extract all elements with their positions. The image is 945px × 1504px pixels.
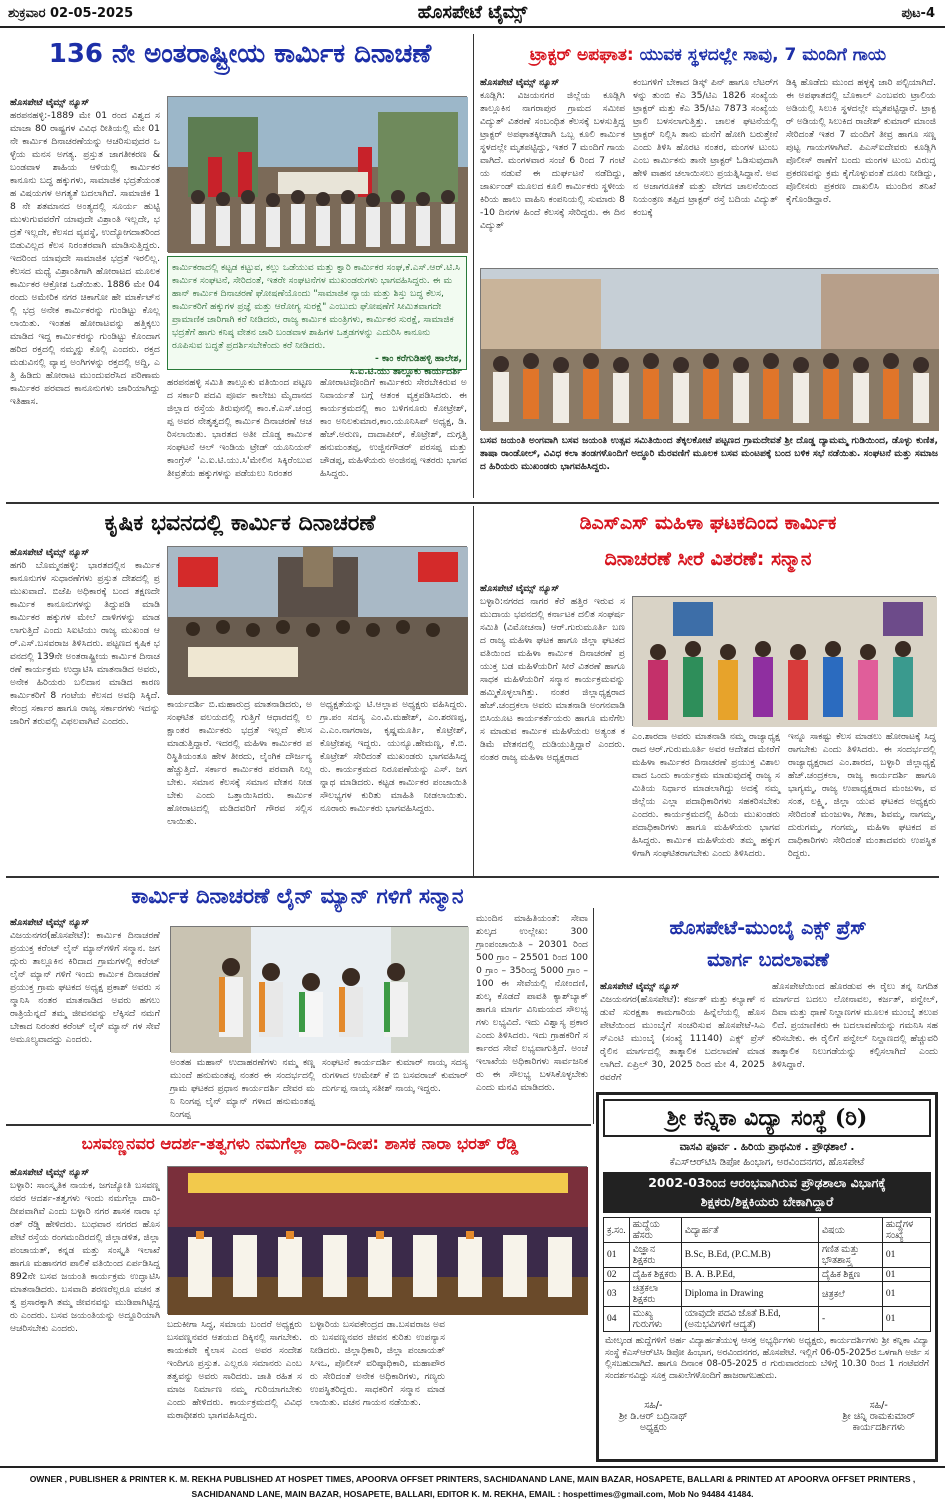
a7-col2: ಬದುಕೀಗಾ ಸಿದ್ಧ, ಸಮಾಯ ಬಂದರೆ ಅಧ್ಯಕ್ಷರು ಬಸವಣ್ಣನವರ ಆಶಯದ ದಿಕ್ಕಿನಲ್ಲಿ ಸಾಗಬೇಕು. ಕಾಯಕವೇ ಕೈಲಾಸ ಎಂದ ಅವರ ಸಂದೇಶ ಇಂದಿಗೂ ಪ್ರಸ್ತುತ. ಎಲ್ಲರೂ ಸಮಾನರು ಎಂಬ ತತ್ವವನ್ನು ಅವರು ಸಾರಿದರು. ಜಾತಿ ರಹಿತ ಸಮಾಜ ನಿರ್ಮಾಣ ನಮ್ಮ ಗುರಿಯಾಗಬೇಕು ಎಂದು ಹೇಳಿದರು. ಕಾರ್ಯಕ್ರಮದಲ್ಲಿ ವಿವಿಧ ಮಠಾಧೀಶರು ಭಾಗವಹಿಸಿದ್ದರು. [167,1319,302,1421]
table-row: 03 ಚಿತ್ರಕಲಾ ಶಿಕ್ಷಕರು Diploma in Drawing ಚಿತ್ರಕಲೆ 01 [604,1282,931,1307]
a7-col1: ಹೊಸಪೇಟೆ ಟೈಮ್ಸ್ ನ್ಯೂಸ್ ಬಳ್ಳಾರಿ: ಸಾಂಸ್ಕೃತಿಕ ನಾಯಕ, ಜಗಜ್ಯೋತಿ ಬಸವಣ್ಣನವರ ಆದರ್ಶ-ತತ್ವಗಳು ಇಂದು ನಮಗೆಲ್ಲಾ ದಾರಿ-ದೀಪವಾಗಿವೆ ಎಂದು ಬಳ್ಳಾರಿ ನಗರ ಶಾಸಕ ನಾರಾ ಭರತ್ ರೆಡ್ಡಿ ಹೇಳಿದರು. ಬುಧವಾರ ನಗರದ ಹೊಸಪೇಟೆ ರಸ್ತೆಯ ರಂಗಮಂದಿರದಲ್ಲಿ ಜಿಲ್ಲಾಡಳಿತ, ಜಿಲ್ಲಾ ಪಂಚಾಯತ್, ಕನ್ನಡ ಮತ್ತು ಸಂಸ್ಕೃತಿ ಇಲಾಖೆ ಹಾಗೂ ಮಹಾನಗರ ಪಾಲಿಕೆ ವತಿಯಿಂದ ಏರ್ಪಡಿಸಿದ್ದ 892ನೇ ಬಸವ ಜಯಂತಿ ಕಾರ್ಯಕ್ರಮ ಉದ್ಘಾಟಿಸಿ ಮಾತನಾಡಿದರು. ಬಸವಾದಿ ಶರಣರೆಲ್ಲರೂ ವಚನ ತತ್ವ ಪ್ರಸಾರಕ್ಕಾಗಿ ತಮ್ಮ ಜೀವನವನ್ನು ಮುಡಿಪಾಗಿಟ್ಟಿದ್ದರು ಎಂದರು. ಬಸವ ಜಯಂತಿಯನ್ನು ಅದ್ದೂರಿಯಾಗಿ ಆಚರಿಸಬೇಕು ಎಂದರು. [10,1167,160,1334]
byline: ಹೊಸಪೇಟೆ ಟೈಮ್ಸ್ ನ್ಯೂಸ್ [10,97,90,108]
a6-headline: ಹೊಸಪೇಟೆ-ಮುಂಬೈ ಎಕ್ಸ್ ಪ್ರೆಸ್ [669,917,867,939]
a5-linemen-photo [170,926,468,1052]
ad-sign-secretary: ಸಹಿ/- ಶ್ರೀ ಚಿನ್ನಿ ರಾಮಕುಮಾರ್ ಕಾರ್ಯದರ್ಶಿಗಳು [842,1400,915,1433]
ad-address: ಕೆಎಸ್‌ಆರ್‌ಟಿಸಿ ಡಿಪೋ ಹಿಂಭಾಗ, ಅರವಿಂದನಗರ, ಹೊಸಪೇಟೆ [669,1157,865,1168]
page-number: ಪುಟ-4 [901,6,935,21]
a3-headline: ಕೃಷಿಕ ಭವನದಲ್ಲಿ ಕಾರ್ಮಿಕ ದಿನಾಚರಣೆ [104,511,376,536]
a7-stage-photo [167,1166,587,1314]
a2-headline: ಟ್ರಾಕ್ಟರ್ ಅಪಘಾತ: ಯುವಕ ಸ್ಥಳದಲ್ಲೇ ಸಾವು, 7 ಮಂದಿಗೆ ಗಾಯ [529,45,887,65]
a1-col1: ಹೊಸಪೇಟೆ ಟೈಮ್ಸ್ ನ್ಯೂಸ್ ಹರಪನಹಳ್ಳಿ:-1889 ಮೇ 01 ರಂದ ವಿಶ್ವದ ಸಮಾಜಾ 80 ರಾಷ್ಟ್ರಗಳ ವಿವಿಧ ರೀತಿಯಲ್ಲಿ ಮೇ 01 ನೇ ಕಾರ್ಮಿಕ ದಿನಾಚರಣೆಯನ್ನು ಆಚರಿಸುವುದರ ಒಳ್ಳೆಯ ಮನಸ ಅಗತ್ಯ. ಪ್ರಸ್ತುತ ಜಾಗತೀಕರಣ & ಬಂಡವಾಳ ಶಾಹಿಯ ಆಳಿಯಲ್ಲಿ ಕಾರ್ಮಿಕರ ಕಾನೂನು ಬದ್ಧ ಹಕ್ಕುಗಳು, ಸಾಮಾಜಿಕ ಭದ್ರತೆಯಂತಹ ವಿಷಯಗಳ ಅಗತ್ಯತೆ ಬದಲಾಗಿದೆ. ಸಾಮಾಜಿಕ 18 ನೇ ಶತಮಾನದ ಅಂತ್ಯದಲ್ಲಿ ಸೂರ್ಯ ಹುಟ್ಟಿ ಮುಳುಗುವವರೆಗೆ ಯಾವುದೇ ವಿಶ್ರಾಂತಿ ಇಲ್ಲದೇ, ಭದ್ರತೆ ಇಲ್ಲದೇ, ಕೆಲಸದ ವ್ಯವಸ್ಥೆ, ಉದ್ಯೋಗದಾತರಿಂದ ಬಿಡುವಿಲ್ಲದ ಕೆಲಸ ನಿರಂತರವಾಗಿ ಮಾಡಿಸುತ್ತಿದ್ದರು. ಇದರಿಂದ ಯಾವುದೇ ಸಾಮಾಜಿಕ ಭದ್ರತೆ ಇರಲಿಲ್ಲ. ಕೆಲಸದ ಮಧ್ಯೆ ವಿಶ್ರಾಂತಿಗಾಗಿ ಹೋರಾಟದ ಮೂಲಕ ಕಾರ್ಮಿಕರ ಆಕ್ರೋಶ ಒಡೆಯಿತು. 1886 ಮೇ 04 ರಂದು ಅಮೇರಿಕ ನಗರ ಚಿಕಾಗೋ ಹೇ ಮಾರ್ಕೆಟ್‌ನಲ್ಲಿ ಭದ್ರ ಅನೇಕ ಕಾರ್ಮಿಕರನ್ನು ಗುಂಡಿಟ್ಟು ಕೊಲ್ಲಲಾಯಿತು. ಇಂತಹ ಹೋರಾಟವನ್ನು ಹತ್ತಿಕ್ಕಲು ಮಾಡಿದ ಇದ್ದ ಕಾರ್ಮಿಕರನ್ನು ಗುಂಡಿಟ್ಟು ಕೊಂದಾಗ ಹರಿದ ರಕ್ತದಲ್ಲಿ ನಮ್ಮನ್ನು ಕೊಲ್ಲಿ ಎಂದರು. ರಕ್ತದ ಮಡುವಿನಲ್ಲಿ ವ್ಯಾಪ್ತ ಅಂಗಿಗಳನ್ನು ರಕ್ತದಲ್ಲಿ ಅದ್ದಿ, ಎತ್ತಿ ಹಿಡಿದು ಹೋರಾಟ ಮುಂದುವರೆಸಿದ ಪರಿಣಾಮ ಕಾರ್ಮಿಕರ ಪರವಾದ ಕಾನೂನುಗಳು ಜಾರಿಯಾಗಿದ್ದು ಇತಿಹಾಸ. [10,97,160,407]
a3-group-photo [167,546,467,694]
a6-col2: ಹೊಸಪೇಟೆಯಿಂದ ಹೊರಡುವ ಈ ರೈಲು ತನ್ನ ನಿಗದಿತ ಮಾರ್ಗದ ಬದಲು ಲೋನಾವಲ, ಕರ್ಜತ್, ಪನ್ವೇಲ್, ದಿವಾ ಮತ್ತು ಥಾಣೆ ನಿಲ್ದಾಣಗಳ ಮೂಲಕ ಮುಂಬೈ ತಲುಪಲಿದೆ. ಪ್ರಯಾಣಿಕರು ಈ ಬದಲಾವಣೆಯನ್ನು ಗಮನಿಸಿ ಸಹಕರಿಸಬೇಕು. ಈ ರೈಲಿಗೆ ಪನ್ವೇಲ್ ನಿಲ್ದಾಣದಲ್ಲಿ ಹೆಚ್ಚುವರಿ ತಾತ್ಕಾಲಿಕ ನಿಲುಗಡೆಯನ್ನು ಕಲ್ಪಿಸಲಾಗಿದೆ ಎಂದು ತಿಳಿಸಿದ್ದಾರೆ. [772,981,938,1070]
a6-col1: ಹೊಸಪೇಟೆ ಟೈಮ್ಸ್ ನ್ಯೂಸ್ ವಿಜಯನಗರ(ಹೊಸಪೇಟೆ): ಕರ್ಜತ್ ಮತ್ತು ಕಲ್ಯಾಣ್ ನಡುವೆ ಸುರಕ್ಷತಾ ಕಾಮಗಾರಿಯ ಹಿನ್ನೆಲೆಯಲ್ಲಿ ಹೊಸಪೇಟೆಯಿಂದ ಮುಂಬೈಗೆ ಸಂಚರಿಸುವ ಹೊಸಪೇಟೆ-ಸಿಎಸ್‌ಎಂಟಿ ಮುಂಬೈ (ಸಂಖ್ಯೆ 11140) ಎಕ್ಸ್ ಪ್ರೆಸ್ ರೈಲಿನ ಮಾರ್ಗದಲ್ಲಿ ತಾತ್ಕಾಲಿಕ ಬದಲಾವಣೆ ಮಾಡಲಾಗಿದೆ. ಏಪ್ರಿಲ್ 30, 2025 ರಿಂದ ಮೇ 4, 2025 ರವರೆಗೆ [600,981,765,1083]
a4-col1: ಹೊಸಪೇಟೆ ಟೈಮ್ಸ್ ನ್ಯೂಸ್ ಬಳ್ಳಾರಿ:ನಗರದ ನಾಗರ ಕೆರೆ ಹತ್ತಿರ ಇರುವ ಸಮುದಾಯ ಭವನದಲ್ಲಿ ಕರ್ನಾಟಕ ದಲಿತ ಸಂಘರ್ಷ ಸಮಿತಿ (ವಿಮೋಚನಾ) ಆರ್.ಗುರುಮೂರ್ತಿ ಬಣದ ರಾಜ್ಯ ಮಹಿಳಾ ಘಟಕ ಹಾಗೂ ಜಿಲ್ಲಾ ಘಟಕದ ವತಿಯಿಂದ ಮಹಿಳಾ ಕಾರ್ಮಿಕ ದಿನಾಚರಣೆ ಪ್ರಯುಕ್ತ ಬಡ ಮಹಿಳೆಯರಿಗೆ ಸೀರೆ ವಿತರಣೆ ಹಾಗೂ ಸಾಧಕ ಮಹಿಳೆಯರಿಗೆ ಸನ್ಮಾನ ಕಾರ್ಯಕ್ರಮವನ್ನು ಹಮ್ಮಿಕೊಳ್ಳಲಾಗಿತ್ತು. ನಂತರ ಜಿಲ್ಲಾಧ್ಯಕ್ಷರಾದ ಹೆಚ್.ಚಂದ್ರಕಲಾ ಅವರು ಮಾತನಾಡಿ ಅಂಗನವಾಡಿ ಬಿಸಿಯೂಟ ಕಾರ್ಯಕರ್ತೆಯರು ಹಾಗೂ ಮನೆಗೆಲಸ ಮಾಡುವ ಕಾರ್ಮಿಕ ಮಹಿಳೆಯರು ಅತ್ಯಂತ ಕಡಿಮೆ ವೇತನದಲ್ಲಿ ದುಡಿಯುತ್ತಿದ್ದಾರೆ ಎಂದರು. ನಂತರ ರಾಜ್ಯ ಮಹಿಳಾ ಅಧ್ಯಕ್ಷರಾದ [480,583,625,763]
divider [6,876,939,878]
a3-col2: ಕಾರ್ಯದರ್ಶಿ ಬಿ.ಮಹಾರುದ್ರ ಮಾತನಾಡಿದರು, ಅಸಂಘಟಿತ ವಲಯದಲ್ಲಿ ಗುತ್ತಿಗೆ ಆಧಾರದಲ್ಲಿ ಲಕ್ಷಾಂತರ ಕಾರ್ಮಿಕರು ಭದ್ರತೆ ಇಲ್ಲದೆ ಕೆಲಸ ಮಾಡುತ್ತಿದ್ದಾರೆ. ಇದರಲ್ಲಿ ಮಹಿಳಾ ಕಾರ್ಮಿಕರ ಪರಿಸ್ಥಿತಿಯಂತೂ ಹೇಳ ತೀರದು, ಲೈಂಗಿಕ ದೌರ್ಜನ್ಯ ಹೆಚ್ಚುತ್ತಿದೆ. ಸರ್ಕಾರ ಕಾರ್ಮಿಕರ ಪರವಾಗಿ ನಿಲ್ಲಬೇಕು. ಸಮಾನ ಕೆಲಸಕ್ಕೆ ಸಮಾನ ವೇತನ ನೀಡಬೇಕು ಎಂದು ಒತ್ತಾಯಿಸಿದರು. ಕಾರ್ಮಿಕ ಹೋರಾಟದಲ್ಲಿ ಮಡಿದವರಿಗೆ ಗೌರವ ಸಲ್ಲಿಸಲಾಯಿತು. [167,699,312,827]
a5-col1: ಹೊಸಪೇಟೆ ಟೈಮ್ಸ್ ನ್ಯೂಸ್ ವಿಜಯನಗರ(ಹೊಸಪೇಟೆ): ಕಾರ್ಮಿಕ ದಿನಾಚರಣೆ ಪ್ರಯುಕ್ತ ಕರೆಂಟ್ ಲೈನ್ ಮ್ಯಾನ್‌ಗಳಿಗೆ ಸನ್ಮಾನ. ಜಗದ್ಗುರು ತಾಲ್ಲೂಕಿನ ಕಿರಿದಾದ ಗ್ರಾಮಗಳಲ್ಲಿ ಕರೆಂಟ್ ಲೈನ್ ಮ್ಯಾನ್ ಗಳಿಗೆ ಇಂದು ಕಾರ್ಮಿಕ ದಿನಾಚರಣೆ ಪ್ರಯುಕ್ತ ಗ್ರಾಮ ಘಟಕದ ಅಧ್ಯಕ್ಷ ಪ್ರಕಾಶ್ ಅವರು ಸನ್ಮಾನಿಸಿ ನಂತರ ಮಾತನಾಡಿದ ಅವರು ಹಗಲು ರಾತ್ರಿಯೆನ್ನದೆ ತಮ್ಮ ಜೀವನವನ್ನು ಲೆಕ್ಕಿಸದೆ ನಮಗೆ ಬೇಕಾದ ನಿರಂತರ ಕರೆಂಟ್ ಲೈನ್ ಮ್ಯಾನ್ ಗಳ ಸೇವೆ ಅಮೂಲ್ಯವಾದದ್ದು ಎಂದರು. [10,917,160,1045]
a5-col4: ಮುಂದಿನ ಮಾಹಿತಿಯಂತೆ: ಸೇವಾ ಶುಲ್ಕದ ಉಲ್ಲೇಖ: 300 ಗ್ರಾಂಪಂಚಾಯಿತಿ – 20301 ರಿಂದ 500 ಗ್ರಾಂ – 25501 ರಿಂದ 1000 ಗ್ರಾಂ – 35ರಿಂದ್ದ 5000 ಗ್ರಾಂ – 100 ಈ ಸೇವೆಯಲ್ಲಿ ನೋಂದಣಿ, ಶುಲ್ಕ ಕೊಡದೆ ಪಾವತಿ ಕ್ಯಾಶ್‌ಬ್ಯಾಕ್ ಹಾಗೂ ಮಾರ್ಗ ವಿನಿಮಯದ ಸೌಲಭ್ಯಗಳು ಲಭ್ಯವಿದೆ. ಇದು ವಿಶ್ವಾಸ್ಯ ಪ್ರಕಾರ ಎಂದು ತಿಳಿಸಿದರು. ಇದು ಗ್ರಾಹಕರಿಗೆ ಸರ್ಕಾರದ ಸೇವೆ ಲಭ್ಯವಾಗುತ್ತಿದೆ. ಅಂಚೆ ಇಲಾಖೆಯ ಅಧಿಕಾರಿಗಳು ಸಾರ್ವಜನಿಕರು ಈ ಸೌಲಭ್ಯ ಬಳಸಿಕೊಳ್ಳಬೇಕು ಎಂದು ಮನವಿ ಮಾಡಿದರು. [476,913,588,1093]
divider [593,908,594,1124]
divider [473,34,474,498]
a3-col1: ಹೊಸಪೇಟೆ ಟೈಮ್ಸ್ ನ್ಯೂಸ್ ಹಗರಿ ಬೊಮ್ಮನಹಳ್ಳಿ: ಭಾರತದಲ್ಲಿನ ಕಾರ್ಮಿಕ ಕಾನೂನುಗಳ ಸುಧಾರಣೆಗಳು ಪ್ರಸ್ತುತ ದೇಶದಲ್ಲಿ ಪ್ರಮುಖವಾದೆ. ಬಿಜೆಪಿ ಅಧಿಕಾರಕ್ಕೆ ಬಂದ ತಕ್ಷಣದೇ ಕಾರ್ಮಿಕ ಕಾನೂನುಗಳನ್ನು ತಿದ್ದುಪಡಿ ಮಾಡಿ ಕಾರ್ಮಿಕರ ಹಕ್ಕುಗಳ ಮೇಲೆ ದಾಳಿಗಳನ್ನು ಮಾಡಲಾಗುತ್ತಿದೆ ಎಂದು ಸಿಐಟಿಯು ರಾಜ್ಯ ಮುಖಂಡ ಆರ್.ಎಸ್.ಬಸವರಾಜ ತಿಳಿಸಿದರು. ಪಟ್ಟಣದ ಕೃಷಿಕ ಭವನದಲ್ಲಿ 139ನೇ ಅಂತರಾಷ್ಟ್ರೀಯ ಕಾರ್ಮಿಕ ದಿನಾಚರಣೆ ಕಾರ್ಯಕ್ರಮ ಉದ್ಘಾಟಿಸಿ ಮಾತನಾಡಿದ ಅವರು, ಅನೇಕ ಹಿರಿಯರು ಬಲಿದಾನ ಮಾಡಿದ ಕಾರಣ ಕಾರ್ಮಿಕರಿಗೆ 8 ಗಂಟೆಯ ಕೆಲಸದ ಅವಧಿ ಸಿಕ್ಕಿದೆ. ಕೇಂದ್ರ ಸರ್ಕಾರ ಹಾಗೂ ರಾಜ್ಯ ಸರ್ಕಾರಗಳು ಇದನ್ನು ಜಾರಿಗೆ ತರುವಲ್ಲಿ ವಿಫಲವಾಗಿವೆ ಎಂದರು. [10,547,160,727]
a6-headline-2: ಮಾರ್ಗ ಬದಲಾವಣೆ [707,949,829,971]
a7-col3: ಬಳ್ಳಾರಿಯ ಬಸವಕೇಂದ್ರದ ಡಾ.ಬಸವರಾಜ ಅವರು ಬಸವಣ್ಣನವರ ಜೀವನ ಕುರಿತು ಉಪನ್ಯಾಸ ನೀಡಿದರು. ಜಿಲ್ಲಾಧಿಕಾರಿ, ಜಿಲ್ಲಾ ಪಂಚಾಯತ್ ಸಿಇಒ, ಪೊಲೀಸ್ ವರಿಷ್ಠಾಧಿಕಾರಿ, ಮಹಾಪೌರರು ಸೇರಿದಂತೆ ಅನೇಕ ಅಧಿಕಾರಿಗಳು, ಗಣ್ಯರು ಉಪಸ್ಥಿತರಿದ್ದರು. ಸಾಧಕರಿಗೆ ಸನ್ಮಾನ ಮಾಡಲಾಯಿತು. ವಚನ ಗಾಯನ ನಡೆಯಿತು. [310,1319,445,1408]
a1-headline: 136 ನೇ ಅಂತರಾಷ್ಟ್ರೀಯ ಕಾರ್ಮಿಕ ದಿನಾಚಣೆ [48,39,432,69]
a1-rally-photo [167,96,467,252]
a2-col3: ಡಿಕ್ಕಿ ಹೊಡೆದು ಮುಂದ ಹಳ್ಳಕ್ಕೆ ಜಾರಿ ಪಲ್ಟಿಯಾಗಿದೆ. ಈ ಅಪಘಾತದಲ್ಲಿ ಬೊಕಾಲ್ ಎಂಬವರು ಟ್ರಾಲಿಯ ಅಡಿಯಲ್ಲಿ ಸಿಲುಕಿ ಸ್ಥಳದಲ್ಲೇ ಮೃತಪಟ್ಟಿದ್ದಾರೆ. ಟ್ರಾಕ್ಟರ್ ಅಡಿಯಲ್ಲಿ ಸಿಲುಕಿದ ರಾಜೇಶ್ ಕುಮಾರ್ ಮಾಂಜಿ ಸೇರಿದಂತೆ ಇತರ 7 ಮಂದಿಗೆ ತೀವ್ರ ಹಾಗೂ ಸಣ್ಣಪುಟ್ಟ ಗಾಯಗಳಾಗಿವೆ. ಪಿಎಸ್ಐದೇವರು ಕೂಡ್ಲಿಗಿ ಪೊಲೀಸ್ ಠಾಣೆಗೆ ಬಂದು ಮಂಗಳ ಟುಂಬ ವಿರುದ್ಧ ಪ್ರಕರಣವನ್ನು ಕ್ರಮ ಕೈಗೊಳ್ಳುವಂತೆ ದೂರು ನೀಡಿದ್ದು, ಪೊಲೀಸರು ಪ್ರಕರಣ ದಾಖಲಿಸಿ ಮುಂದಿನ ತನಿಖೆ ಕೈಗೊಂಡಿದ್ದಾರೆ. [786,77,936,205]
table-row: 04 ಮುಖ್ಯ ಗುರುಗಳು ಯಾವುದೇ ಪದವಿ ಜೊತೆ B.Ed, (ಅನುಭವಿಗಳಿಗೆ ಆದ್ಯತೆ) - 01 [604,1307,931,1332]
ad-sign-president: ಸಹಿ/- ಶ್ರೀ ಡಿ.ಆರ್ ಬದ್ರಿನಾಥ್ ಅಧ್ಯಕ್ಷರು [619,1400,688,1433]
table-row: 02 ದೈಹಿಕ ಶಿಕ್ಷಕರು B. A. B.P.Ed, ದೈಹಿಕ ಶಿಕ್ಷಣ 01 [604,1268,931,1282]
ad-body: ಮೇಲ್ಕಂಡ ಹುದ್ದೆಗಳಿಗೆ ಅರ್ಹ ವಿದ್ಯಾರ್ಹತೆಯುಳ್ಳ ಆಸಕ್ತ ಅಭ್ಯರ್ಥಿಗಳು ಅಧ್ಯಕ್ಷರು, ಕಾರ್ಯದರ್ಶಿಗಳು ಶ್ರೀ ಕನ್ನಿಕಾ ವಿದ್ಯಾ ಸಂಸ್ಥೆ ಕೆಎಸ್‌ಆರ್‌ಟಿಸಿ ಡಿಪೋ ಹಿಂಭಾಗ, ಅರವಿಂದನಗರ, ಹೊಸಪೇಟೆ. ಇಲ್ಲಿಗೆ 06-05-2025ರ ಒಳಗಾಗಿ ಅರ್ಜಿ ಸಲ್ಲಿಸಬಹುದಾಗಿದೆ. ಹಾಗೂ ದಿನಾಂಕ 08-05-2025 ರ ಗುರುವಾರದಂದು ಬೆಳಿಗ್ಗೆ 10.30 ರಿಂದ 1 ಗಂಟೆವರೆಗೆ ಸಂದರ್ಶನವಿದ್ದು ಸೂಕ್ತ ದಾಖಲೆಗಳೊಂದಿಗೆ ಹಾಜರಾಗಬಹುದು. [605,1336,929,1381]
a4-women-photo [632,596,936,726]
a5-headline: ಕಾರ್ಮಿಕ ದಿನಾಚರಣೆ ಲೈನ್ ಮ್ಯಾನ್ ಗಳಿಗೆ ಸನ್ಮಾನ [131,884,464,908]
issue-date: ಶುಕ್ರವಾರ 02-05-2025 [8,6,134,21]
a2-caption: ಬಸವ ಜಯಂತಿ ಅಂಗವಾಗಿ ಬಸವ ಜಯಂತಿ ಉತ್ಸವ ಸಮಿತಿಯಿಂದ ತೆಕ್ಕಲಕೋಟೆ ಪಟ್ಟಣದ ಗ್ರಾಮದೇವತೆ ಶ್ರೀ ದೊಡ್ಡ ದ್ಯಾಮಮ್ಮ ಗುಡಿಯಿಂದ, ಡೊಳ್ಳು ಕುಣಿತ, ತಾಷಾ ರಾಂಡೋಲ್, ವಿವಿಧ ಕಲಾ ತಂಡಗಳೊಂದಿಗೆ ಅದ್ಧೂರಿ ಮೆರವಣಿಗೆ ಮೂಲಕ ಬಸವ ಮಂಟಪಕ್ಕೆ ಬಂದ ಬಳಿಕ ಸಭೆ ನಡೆಯಿತು. ಸಂಘಟನೆ ಮತ್ತು ಸಮಾಜದ ಹಿರಿಯರು ಮುಖಂಡರು ಭಾಗವಹಿಸಿದ್ದರು. [480,435,938,472]
ad-schools: ವಾಸವಿ ಪೂರ್ವ . ಹಿರಿಯ ಪ್ರಾಥಮಿಕ . ಪ್ರೌಢಶಾಲೆ . [679,1141,855,1153]
a2-col2: ಕಂಬಗಳಿಗೆ ಬೇಕಾದ ಡಿಸ್ಕ್ ಪಿನ್ ಹಾಗೂ ಲೆಟರ್‌ಗಳನ್ನು ತುಂಬಿ ಕೆಎ 35/ಟಿಎ 1826 ಸಂಖ್ಯೆಯ ಟ್ರಾಕ್ಟರ್ ಮತ್ತು ಕೆಎ 35/ಟಿಎ 7873 ಸಂಖ್ಯೆಯ ಟ್ರಾಲಿ ಬಳಸಲಾಗುತ್ತಿತ್ತು. ಚಾಲಕ ಘಟನೆಯಲ್ಲಿ ಟ್ರಾಕ್ಟರ್ ನಿಲ್ಲಿಸಿ ತಾನು ಮನೆಗೆ ಹೋಗಿ ಬರುತ್ತೇನೆ ಎಂದು ತಿಳಿಸಿ ಹೊರಟ ನಂತರ, ಮಂಗಳ ಟುಂಬ ಎಂಬ ಕಾರ್ಮಿಕನು ತಾನೇ ಟ್ರಾಕ್ಟರ್ ಓಡಿಸುವುದಾಗಿ ಹೇಳಿ ವಾಹನ ಚಲಾಯಿಸಲು ಪ್ರಯತ್ನಿಸಿದ್ದಾನೆ. ಅವನ ಅಜಾಗರೂಕತೆ ಮತ್ತು ವೇಗದ ಚಾಲನೆಯಿಂದ ನಿಯಂತ್ರಣ ತಪ್ಪಿದ ಟ್ರಾಕ್ಟರ್ ರಸ್ತೆ ಬದಿಯ ವಿದ್ಯುತ್ ಕಂಬಕ್ಕೆ [633,77,778,218]
imprint-footer: OWNER , PUBLISHER & PRINTER K. M. REKHA PUBLISHED AT HOSPET TIMES, APOORVA OFFSET PRINTERS, SACHIDANAND LANE, MAIN BAZAR, HOSAPETE, BALLARI & PRINTED AT APOORVA OFFSET PRINTERS , SACHIDANAND LANE, MAIN BAZAR, HOSAPETE, BALLARI, EDITOR K. M. REKHA, EMAIL : hospettimes@gmail.com, Mob No 94484 41484. [0,1466,945,1504]
divider [6,502,939,504]
ad-banner: 2002-03ರಿಂದ ಆರಂಭವಾಗಿರುವ ಪ್ರೌಢಶಾಲಾ ವಿಭಾಗಕ್ಕೆ ಶಿಕ್ಷಕರು/ಶಿಕ್ಷಕಿಯರು ಬೇಕಾಗಿದ್ದಾರೆ [603,1172,931,1213]
a1-quote-box: ಕಾರ್ಮಿಕರಾದಲ್ಲಿ ಕಟ್ಟಡ ಕಟ್ಟುವ, ಕಲ್ಲು ಒಡೆಯುವ ಮತ್ತು ಕ್ವಾರಿ ಕಾರ್ಮಿಕರ ಸಂಘ,ಕೆ.ಎಸ್.ಆರ್.ಟಿ.ಸಿ ಕಾರ್ಮಿಕ ಸಂಘಟನೆ, ಸೇರಿದಂತೆ, ಇತರೇ ಸಂಘಟನೆಗಳ ಮುಖಂಡರುಗಳು ಭಾಗವಹಿಸಿದ್ದರು. ಈ ಮಹಾನ್ ಕಾರ್ಮಿಕ ದಿನಾಚರಣೆ ಘೋಷಣೆಯೊಂದು "ಸಾಮಾಜಿಕ ನ್ಯಾಯ ಮತ್ತು ಶಿಸ್ತು ಬದ್ಧ ಕೆಲಸ, ಕಾರ್ಮಿಕರಿಗೆ ಹಕ್ಕುಗಳ ಪ್ರಜ್ಞೆ ಮತ್ತು ಆರೋಗ್ಯ ಸುರಕ್ಷೆ" ಎಂಬುದು ಘೋಷಣೆಗೆ ಸೀಮಿತವಾಗದೇ ಪ್ರಾಮಾಣಿಕ ಜಾರಿಗಾಗಿ ಕರೆ ನೀಡಿದರು, ರಾಜ್ಯ ಕಾರ್ಮಿಕ ಮಂತ್ರಿಗಳು, ಕಾರ್ಮಿಕರ ಸುರಕ್ಷೆ, ಸಾಮಾಜಿಕ ಭದ್ರತೆಗೆ ಹಾಗು ಕನಿಷ್ಠ ವೇತನ ಜಾರಿ ಬಂಡವಾಳ ಶಾಹಿಗಳ ಒತ್ತಡಗಳನ್ನು ಎದುರಿಸಿ ಕಾನೂನು ರೂಪಿಸುವ ಬದ್ಧತೆ ಪ್ರದರ್ಶಿಸಬೇಕೆಂದು ಕರೆ ನೀಡಿದರು. - ಕಾಂ ಕರೆಗುಡಿಹಳ್ಳಿ ಹಾಲೇಶ, ಸಿ.ಐ.ಟಿ.ಯು ತಾಲ್ಲೂಕು ಕಾರ್ಯದರ್ಶಿ [167,256,467,370]
a2-procession-photo [480,268,938,430]
a2-col1: ಹೊಸಪೇಟೆ ಟೈಮ್ಸ್ ನ್ಯೂಸ್ ಕೂಡ್ಲಿಗಿ: ವಿಜಯನಗರ ಜಿಲ್ಲೆಯ ಕೂಡ್ಲಿಗಿ ತಾಲ್ಲೂಕಿನ ನಾಗರಾಪುರ ಗ್ರಾಮದ ಸಮೀಪ ವಿದ್ಯುತ್ ವಿತರಣೆ ಸಂಬಂಧಿತ ಕೆಲಸಕ್ಕೆ ಬಳಸುತ್ತಿದ್ದ ಟ್ರಾಕ್ಟರ್ ಅಪಘಾತಕ್ಕೀಡಾಗಿ ಒಬ್ಬ ಕೂಲಿ ಕಾರ್ಮಿಕ ಸ್ಥಳದಲ್ಲೇ ಮೃತಪಟ್ಟಿದ್ದು, ಇತರ 7 ಮಂದಿಗೆ ಗಾಯವಾಗಿದೆ. ಮಂಗಳವಾರ ಸಂಜೆ 6 ರಿಂದ 7 ಗಂಟೆ ಯ ನಡುವೆ ಈ ದುರ್ಘಟನೆ ನಡೆದಿದ್ದು, ಜಾರ್ಖಂಡ್ ಮೂಲದ ಕೂಲಿ ಕಾರ್ಮಿಕರು ಸ್ಥಳೀಯ ಕಿರಿಯ ಹಾಲು ವಾಹಿನಿ ಕಂಪನಿಯಲ್ಲಿ ಸುಮಾರು 8-10 ದಿನಗಳ ಹಿಂದೆ ಕೆಲಸಕ್ಕೆ ಸೇರಿದ್ದರು. ಈ ದಿನ ವಿದ್ಯುತ್ [480,77,625,231]
a7-col4 [452,1318,587,1462]
masthead: ಹೊಸಪೇಟೆ ಟೈಮ್ಸ್ [417,2,528,23]
a1-col2: ಹರಪನಹಳ್ಳಿ ಸಮಿತಿ ತಾಲ್ಲೂಕು ವತಿಯಿಂದ ಪಟ್ಟಣದ ಸರ್ಕಾರಿ ಪದವಿ ಪೂರ್ವ ಕಾಲೇಜು ಮೈದಾನದ ಜಿಲ್ಲಾದ ರಸ್ತೆಯ ತಿರುವುನಲ್ಲಿ ಕಾಂ.ಕೆ.ಎಸ್.ಚಂದ್ರಪ್ಪ ಅವರ ನೇತೃತ್ವದಲ್ಲಿ ಕಾರ್ಮಿಕ ದಿನಾಚರಣೆ ಆಚರಿಸಲಾಯಿತು. ಭಾರತದ ಅತೀ ದೊಡ್ಡ ಕಾರ್ಮಿಕ ಸಂಘಟನೆ ಆಲ್ ಇಂಡಿಯ ಟ್ರೇಡ್ ಯೂನಿಯನ್ ಕಾಂಗ್ರೆಸ್ 'ಎ.ಐ.ಟಿ.ಯು.ಸಿ'ಮೇಲಿನ ಸಿಕ್ಕಿರೆಂಬುವ ತೀವ್ರತೆಯ ಹಕ್ಕುಗಳನ್ನು ಪಡೆಯಲು ನಿರಂತರ [167,377,312,479]
a3-col3: ಅಧ್ಯಕ್ಷತೆಯನ್ನು ಟಿ.ಆಲ್ಲಾಪ ಅಧ್ಯಕ್ಷರು ವಹಿಸಿದ್ದರು. ಗ್ರಾ.ಪಂ ಸದಸ್ಯ ಎಂ.ವಿ.ಮಹೇಶ್, ಎಂ.ಶರಣಪ್ಪ, ಎ.ಎಂ.ನಾಗರಾಜ, ಕೃಷ್ಣಮೂರ್ತಿ, ಕೊಟ್ರೇಶ್,ಕೊಟ್ರೇಶಪ್ಪ ಇದ್ದರು. ಯುನ್ಯೂ.ಹೇಮಣ್ಣ, ಕೆ.ಬಿ.ಕೊಟ್ರೇಶ್ ಸೇರಿದಂತೆ ಮುಖಂಡರು ಭಾಗವಹಿಸಿದ್ದರು. ಕಾರ್ಯಕ್ರಮದ ನಿರೂಪಣೆಯನ್ನು ಎಸ್. ಜಗನ್ನಾಥ ಮಾಡಿದರು. ಕಟ್ಟಡ ಕಾರ್ಮಿಕರ ಪಂಚಾಯಿತಿ ಸೌಲಭ್ಯಗಳ ಕುರಿತು ಮಾಹಿತಿ ನೀಡಲಾಯಿತು. ನೂರಾರು ಕಾರ್ಮಿಕರು ಭಾಗವಹಿಸಿದ್ದರು. [320,699,467,814]
a4-headline-2: ದಿನಾಚರಣೆ ಸೀರೆ ವಿತರಣೆ: ಸನ್ಮಾನ [604,548,812,570]
ad-signatures [619,1400,915,1433]
ad-title: ಶ್ರೀ ಕನ್ನಿಕಾ ವಿದ್ಯಾ ಸಂಸ್ಥೆ (ರಿ) [603,1099,931,1137]
a4-col3: ಇನ್ನೂ ಸಾಕಷ್ಟು ಕೆಲಸ ಮಾಡಲು ಹೋರಾಟಕ್ಕೆ ಸಿದ್ಧರಾಗಬೇಕು ಎಂದು ತಿಳಿಸಿದರು. ಈ ಸಂದರ್ಭದಲ್ಲಿ ರಾಜ್ಯಾಧ್ಯಕ್ಷರಾದ ಎಂ.ಶಾರದ, ಬಳ್ಳಾರಿ ಜಿಲ್ಲಾಧ್ಯಕ್ಷೆ ಹೆಚ್.ಚಂದ್ರಕಲಾ, ರಾಜ್ಯ ಕಾರ್ಯದರ್ಶಿ ಹಾಗೂ ಭಾಗ್ಯಮ್ಮ, ರಾಜ್ಯ ಉಪಾಧ್ಯಕ್ಷರಾದ ಮಂಜುಳಾ, ವಸಂತ, ಲಕ್ಷ್ಮಿ, ಜಿಲ್ಲಾ ಯುವ ಘಟಕದ ಅಧ್ಯಕ್ಷರು ಸೇರಿದಂತೆ ಮಂಜುಳಾ, ಗೀತಾ, ಶಿವಮ್ಮ, ನಾಗಮ್ಮ, ದುರುಗಮ್ಮ, ಗಂಗಮ್ಮ, ಮಹಿಳಾ ಘಟಕದ ಪದಾಧಿಕಾರಿಗಳು ಸೇರಿದಂತೆ ಮಂತಾದವರು ಉಪಸ್ಥಿತರಿದ್ದರು. [788,731,936,859]
a4-col2: ಎಂ.ಶಾರದಾ ಅವರು ಮಾತನಾಡಿ ನಮ್ಮ ರಾಜ್ಯಾಧ್ಯಕ್ಷರಾದ ಆರ್.ಗುರುಮೂರ್ತಿ ಅವರ ಆದೇಶದ ಮೇರೆಗೆ ಮಹಿಳಾ ಕಾರ್ಮಿಕರ ದಿನಾಚರಣೆ ಪ್ರಯುಕ್ತ ವಿಶಾಲವಾದ ಒಂದು ಕಾರ್ಯಕ್ರಮ ಮಾಡುವುದಕ್ಕೆ ರಾಜ್ಯ ಸಮಿತಿಯ ನಿರ್ಧಾರ ಮಾಡಲಾಗಿದ್ದು ಅದಕ್ಕೆ ನಮ್ಮ ಜಿಲ್ಲೆಯ ಎಲ್ಲಾ ಪದಾಧಿಕಾರಿಗಳು ಸಹಕರಿಸಬೇಕು ಎಂದರು. ಕಾರ್ಯಕ್ರಮದಲ್ಲಿ ಹಿರಿಯ ಮುಖಂಡರು ಪದಾಧಿಕಾರಿಗಳು ಹಾಗೂ ಮಹಿಳೆಯರು ಭಾಗವಹಿಸಿದ್ದರು. ಕಾರ್ಮಿಕ ಮಹಿಳೆಯರು ತಮ್ಮ ಹಕ್ಕುಗಳಿಗಾಗಿ ಸಂಘಟಿತರಾಗಬೇಕು ಎಂದು ತಿಳಿಸಿದರು. [632,731,780,859]
a5-col3: ಸಂಘಟನೆ ಕಾರ್ಯದರ್ಶಿ ಕುಮಾರ್ ನಾಯ್ಕ ಸದಸ್ಯರುಗಳಾದ ಉಮೇಶ್ ಕೆ ಬಿ ಬಸವರಾಜ್ ಕುಮಾರ್ ದುರ್ಗಪ್ಪ ನಾಯ್ಕ ಸತೀಶ್ ನಾಯ್ಕ ಇದ್ದರು. [322,1057,468,1094]
a7-headline: ಬಸವಣ್ಣನವರ ಆದರ್ಶ-ತತ್ವಗಳು ನಮಗೆಲ್ಲಾ ದಾರಿ-ದೀಪ: ಶಾಸಕ ನಾರಾ ಭರತ್ ರೆಡ್ಡಿ [81,1134,519,1153]
table-row: 01 ವಿಜ್ಞಾನ ಶಿಕ್ಷಕರು B.Sc, B.Ed, (P.C.M.B) ಗಣಿತ ಮತ್ತು ಭೌತಶಾಸ್ತ್ರ 01 [604,1243,931,1268]
a4-headline: ಡಿಎಸ್ಎಸ್ ಮಹಿಳಾ ಘಟಕದಿಂದ ಕಾರ್ಮಿಕ [579,512,837,534]
page-header [0,0,945,28]
a1-col3: ಹೋರಾಟವೊಂದಿಗೆ ಕಾರ್ಮಿಕರು ಸೇರಬೇಕಿರುವ ಅನಿವಾರ್ಯತೆ ಬಗ್ಗೆ ಆತಂಕ ವ್ಯಕ್ತಪಡಿಸಿದರು. ಈ ಕಾರ್ಯಕ್ರಮದಲ್ಲಿ ಕಾಂ ಬಳಿಗನೂರು ಕೋಟ್ರೇಶ್, ಕಾಂ ಅನಿಲಕುಮಾರ,ಕಾಂ.ಯೂನಿಸಿಪ್ ಅಧ್ಯಕ್ಷ, ಡಿ.ಹೆಚ್.ಅರುಣ, ದಾದಾಪೀರ್, ಕೊಟ್ರೇಶ್, ದುಗ್ಗತ್ತಿ ಹನುಮಂತಪ್ಪ, ಉಜ್ಜಿನಗೌಡರ್ ಪರಸಪ್ಪ ಮತ್ತು ಚೌಡಪ್ಪ, ಮಹಿಳೆಯರು ಅಂಜಿನಪ್ಪ ಇತರರು ಭಾಗವಹಿಸಿದ್ದರು. [320,377,467,479]
a5-col2: ಅಂತಹ ಮಹಾನ್ ಉದಾಹರಣೆಗಳು ನಮ್ಮ ಕಣ್ಣ ಮುಂದೆ ಹನುಮಂತಪ್ಪ ನಂತರ ಈ ಸಂದರ್ಭದಲ್ಲಿ ಗ್ರಾಮ ಘಟಕದ ಪ್ರಧಾನ ಕಾರ್ಯದರ್ಶಿ ದೇವರ ಮನಿ ನಿಂಗಪ್ಪ ಲೈನ್ ಮ್ಯಾನ್ ಗಳಾದ ಹನುಮಂತಪ್ಪ ನಿಂಗಪ್ಪ [170,1057,315,1120]
divider [473,506,474,876]
divider [6,1124,591,1126]
recruitment-ad [596,1092,938,1462]
ad-table: ಕ್ರ.ಸಂ. ಹುದ್ದೆಯ ಹೆಸರು ವಿದ್ಯಾರ್ಹತೆ ವಿಷಯ ಹುದ್ದೆಗಳ ಸಂಖ್ಯೆ 01 ವಿಜ್ಞಾನ ಶಿಕ್ಷಕರು B.Sc, B.Ed, (P.C.M.B) ಗಣಿತ ಮತ್ತು ಭೌತಶಾಸ್ತ್ರ 01 02 ದೈಹಿಕ ಶಿಕ್ಷಕರು B. A. B.P.Ed, ದೈಹಿಕ ಶಿಕ್ಷಣ 01 03 ಚಿತ್ರಕಲಾ ಶಿಕ್ಷಕರು Diploma in Drawing ಚಿತ್ರಕಲೆ 01 04 ಮುಖ್ಯ ಗುರುಗಳು ಯಾವುದೇ ಪದವಿ ಜೊತೆ B.Ed, (ಅನುಭವಿಗಳಿಗೆ ಆದ್ಯತೆ) - 01 [603,1217,931,1332]
